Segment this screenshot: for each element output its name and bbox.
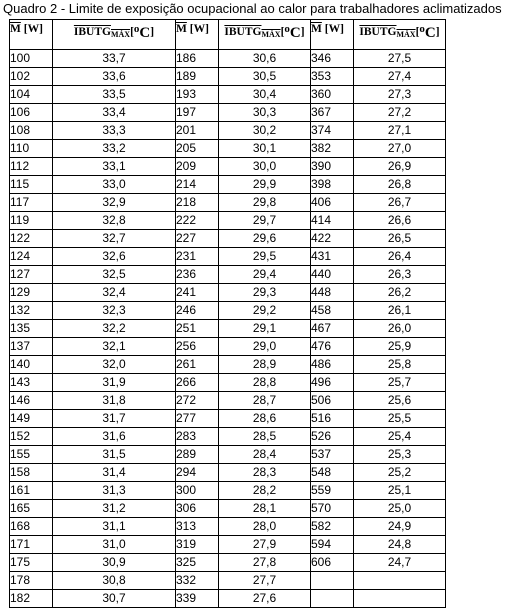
- ibutg-max-cell: 27,9: [219, 536, 311, 554]
- ibutg-max-cell: 32,9: [53, 194, 176, 212]
- metabolic-rate-cell: 256: [176, 338, 219, 356]
- metabolic-rate-cell: 272: [176, 392, 219, 410]
- ibutg-max-cell: 33,4: [53, 104, 176, 122]
- table-row: [10, 356, 446, 374]
- table-row: [10, 230, 446, 248]
- metabolic-rate-cell: 132: [10, 302, 53, 320]
- ibutg-max-cell: 28,0: [219, 518, 311, 536]
- metabolic-rate-cell: 277: [176, 410, 219, 428]
- metabolic-rate-cell: 422: [311, 230, 354, 248]
- ibutg-max-cell: 29,4: [219, 266, 311, 284]
- celsius-mark: C: [424, 25, 436, 41]
- ibutg-max-cell: 25,7: [354, 374, 446, 392]
- table-row: [10, 212, 446, 230]
- table-row: [10, 338, 446, 356]
- celsius-mark: C: [139, 25, 151, 41]
- ibutg-max-cell: 33,7: [53, 50, 176, 68]
- ibutg-symbol: [74, 26, 130, 38]
- ibutg-sub: MÁX: [261, 30, 281, 39]
- metabolic-rate-cell: 382: [311, 140, 354, 158]
- metabolic-rate-cell: 374: [311, 122, 354, 140]
- metabolic-rate-cell: 149: [10, 410, 53, 428]
- m-symbol: $\overline{M}$: [10, 23, 21, 35]
- table-row: [10, 590, 446, 608]
- table-row: [10, 302, 446, 320]
- metabolic-rate-cell: 398: [311, 176, 354, 194]
- metabolic-rate-cell: 100: [10, 50, 53, 68]
- ibutg-max-cell: 25,2: [354, 464, 446, 482]
- m-unit: [W]: [321, 23, 344, 35]
- ibutg-max-cell: 31,3: [53, 482, 176, 500]
- ibutg-max-cell: 31,9: [53, 374, 176, 392]
- degree-mark: o: [133, 23, 140, 35]
- ibutg-max-cell: 29,1: [219, 320, 311, 338]
- table-row: [10, 392, 446, 410]
- ibutg-max-cell: [354, 590, 446, 608]
- ibutg-symbol: [359, 26, 415, 38]
- metabolic-rate-cell: 236: [176, 266, 219, 284]
- table-row: [10, 320, 446, 338]
- metabolic-rate-cell: 266: [176, 374, 219, 392]
- metabolic-rate-cell: 182: [10, 590, 53, 608]
- ibutg-max-cell: 25,3: [354, 446, 446, 464]
- metabolic-rate-cell: 122: [10, 230, 53, 248]
- ibutg-max-cell: 29,6: [219, 230, 311, 248]
- metabolic-rate-cell: 186: [176, 50, 219, 68]
- ibutg-max-cell: 32,0: [53, 356, 176, 374]
- metabolic-rate-cell: 155: [10, 446, 53, 464]
- metabolic-rate-cell: 108: [10, 122, 53, 140]
- ibutg-symbol: [224, 26, 280, 38]
- header-metabolic-rate: [10, 20, 53, 50]
- metabolic-rate-cell: 112: [10, 158, 53, 176]
- metabolic-rate-cell: 119: [10, 212, 53, 230]
- ibutg-max-cell: 27,8: [219, 554, 311, 572]
- metabolic-rate-cell: 458: [311, 302, 354, 320]
- metabolic-rate-cell: 353: [311, 68, 354, 86]
- ibutg-max-cell: 31,4: [53, 464, 176, 482]
- metabolic-rate-cell: 406: [311, 194, 354, 212]
- ibutg-max-cell: 25,6: [354, 392, 446, 410]
- ibutg-max-cell: 28,1: [219, 500, 311, 518]
- metabolic-rate-cell: 294: [176, 464, 219, 482]
- metabolic-rate-cell: 431: [311, 248, 354, 266]
- ibutg-max-cell: 32,2: [53, 320, 176, 338]
- ibutg-max-cell: 33,0: [53, 176, 176, 194]
- metabolic-rate-cell: 246: [176, 302, 219, 320]
- ibutg-max-cell: 30,2: [219, 122, 311, 140]
- metabolic-rate-cell: 537: [311, 446, 354, 464]
- table-row: [10, 464, 446, 482]
- table-row: [10, 374, 446, 392]
- m-symbol: $\overline{M}$: [311, 23, 322, 35]
- metabolic-rate-cell: 214: [176, 176, 219, 194]
- metabolic-rate-cell: 506: [311, 392, 354, 410]
- ibutg-max-cell: 28,6: [219, 410, 311, 428]
- table-row: [10, 536, 446, 554]
- metabolic-rate-cell: 201: [176, 122, 219, 140]
- unit-open: [: [415, 26, 420, 38]
- metabolic-rate-cell: 496: [311, 374, 354, 392]
- ibutg-max-cell: 27,3: [354, 86, 446, 104]
- ibutg-max-cell: 29,2: [219, 302, 311, 320]
- table-row: [10, 68, 446, 86]
- ibutg-max-cell: 25,4: [354, 428, 446, 446]
- header-ibutg-max: [219, 20, 311, 50]
- ibutg-max-cell: 29,9: [219, 176, 311, 194]
- ibutg-max-cell: 27,5: [354, 50, 446, 68]
- ibutg-max-cell: 25,1: [354, 482, 446, 500]
- ibutg-max-cell: 26,3: [354, 266, 446, 284]
- metabolic-rate-cell: 137: [10, 338, 53, 356]
- ibutg-max-cell: 26,5: [354, 230, 446, 248]
- ibutg-max-cell: [354, 572, 446, 590]
- ibutg-max-cell: 30,5: [219, 68, 311, 86]
- ibutg-max-cell: 26,0: [354, 320, 446, 338]
- metabolic-rate-cell: 143: [10, 374, 53, 392]
- metabolic-rate-cell: 178: [10, 572, 53, 590]
- ibutg-max-cell: 25,8: [354, 356, 446, 374]
- metabolic-rate-cell: 102: [10, 68, 53, 86]
- metabolic-rate-cell: 171: [10, 536, 53, 554]
- table-row: [10, 176, 446, 194]
- metabolic-rate-cell: 516: [311, 410, 354, 428]
- ibutg-max-cell: 31,1: [53, 518, 176, 536]
- metabolic-rate-cell: 467: [311, 320, 354, 338]
- metabolic-rate-cell: [311, 590, 354, 608]
- metabolic-rate-cell: 313: [176, 518, 219, 536]
- table-row: [10, 86, 446, 104]
- metabolic-rate-cell: 283: [176, 428, 219, 446]
- table-row: [10, 482, 446, 500]
- table-row: [10, 410, 446, 428]
- ibutg-max-cell: 28,5: [219, 428, 311, 446]
- ibutg-max-cell: 33,6: [53, 68, 176, 86]
- table-row: [10, 248, 446, 266]
- metabolic-rate-cell: 158: [10, 464, 53, 482]
- ibutg-max-cell: 30,9: [53, 554, 176, 572]
- ibutg-max-cell: 32,5: [53, 266, 176, 284]
- ibutg-max-cell: 31,8: [53, 392, 176, 410]
- unit-close: ]: [435, 26, 440, 38]
- ibutg-max-cell: 26,7: [354, 194, 446, 212]
- metabolic-rate-cell: 115: [10, 176, 53, 194]
- ibutg-max-cell: 29,7: [219, 212, 311, 230]
- ibutg-max-cell: 26,8: [354, 176, 446, 194]
- ibutg-max-cell: 29,8: [219, 194, 311, 212]
- ibutg-max-cell: 31,5: [53, 446, 176, 464]
- metabolic-rate-cell: 135: [10, 320, 53, 338]
- ibutg-max-cell: 28,8: [219, 374, 311, 392]
- ibutg-max-cell: 25,0: [354, 500, 446, 518]
- ibutg-max-cell: 30,1: [219, 140, 311, 158]
- degree-mark: o: [419, 23, 425, 35]
- metabolic-rate-cell: [311, 572, 354, 590]
- ibutg-max-cell: 30,7: [53, 590, 176, 608]
- ibutg-max-cell: 31,2: [53, 500, 176, 518]
- metabolic-rate-cell: 559: [311, 482, 354, 500]
- unit-open: [: [130, 26, 134, 38]
- ibutg-max-cell: 32,6: [53, 248, 176, 266]
- unit-close: ]: [300, 26, 305, 38]
- metabolic-rate-cell: 261: [176, 356, 219, 374]
- metabolic-rate-cell: 124: [10, 248, 53, 266]
- table-row: [10, 50, 446, 68]
- header-metabolic-rate: [176, 20, 219, 50]
- ibutg-max-cell: 30,0: [219, 158, 311, 176]
- metabolic-rate-cell: 319: [176, 536, 219, 554]
- metabolic-rate-cell: 289: [176, 446, 219, 464]
- ibutg-max-cell: 31,0: [53, 536, 176, 554]
- metabolic-rate-cell: 346: [311, 50, 354, 68]
- table-row: [10, 140, 446, 158]
- table-row: [10, 158, 446, 176]
- metabolic-rate-cell: 127: [10, 266, 53, 284]
- table-row: [10, 428, 446, 446]
- metabolic-rate-cell: 300: [176, 482, 219, 500]
- metabolic-rate-cell: 486: [311, 356, 354, 374]
- ibutg-max-cell: 27,2: [354, 104, 446, 122]
- metabolic-rate-cell: 570: [311, 500, 354, 518]
- metabolic-rate-cell: 548: [311, 464, 354, 482]
- table-row: [10, 284, 446, 302]
- ibutg-sub: MÁX: [110, 30, 131, 39]
- degree-mark: o: [284, 23, 290, 35]
- ibutg-max-cell: 28,3: [219, 464, 311, 482]
- metabolic-rate-cell: 168: [10, 518, 53, 536]
- ibutg-max-cell: 30,3: [219, 104, 311, 122]
- metabolic-rate-cell: 306: [176, 500, 219, 518]
- metabolic-rate-cell: 448: [311, 284, 354, 302]
- table-row: [10, 446, 446, 464]
- ibutg-max-cell: 32,7: [53, 230, 176, 248]
- metabolic-rate-cell: 594: [311, 536, 354, 554]
- table-caption: Quadro 2 - Limite de exposição ocupacional ao calor para trabalhadores aclimatizados: [3, 1, 502, 16]
- metabolic-rate-cell: 526: [311, 428, 354, 446]
- metabolic-rate-cell: 165: [10, 500, 53, 518]
- ibutg-max-cell: 30,8: [53, 572, 176, 590]
- ibutg-max-cell: 30,6: [219, 50, 311, 68]
- unit-open: [: [280, 26, 285, 38]
- unit-close: ]: [150, 26, 155, 38]
- metabolic-rate-cell: 218: [176, 194, 219, 212]
- ibutg-max-cell: 24,8: [354, 536, 446, 554]
- table-row: [10, 518, 446, 536]
- metabolic-rate-cell: 360: [311, 86, 354, 104]
- table-row: [10, 266, 446, 284]
- ibutg-max-cell: 27,0: [354, 140, 446, 158]
- ibutg-max-cell: 32,1: [53, 338, 176, 356]
- ibutg-max-cell: 28,2: [219, 482, 311, 500]
- metabolic-rate-cell: 222: [176, 212, 219, 230]
- ibutg-max-cell: 33,3: [53, 122, 176, 140]
- ibutg-max-cell: 33,5: [53, 86, 176, 104]
- metabolic-rate-cell: 106: [10, 104, 53, 122]
- ibutg-max-cell: 27,1: [354, 122, 446, 140]
- header-metabolic-rate: [311, 20, 354, 50]
- metabolic-rate-cell: 193: [176, 86, 219, 104]
- ibutg-max-cell: 30,4: [219, 86, 311, 104]
- ibutg-max-cell: 29,0: [219, 338, 311, 356]
- ibutg-max-cell: 28,9: [219, 356, 311, 374]
- table-row: [10, 554, 446, 572]
- metabolic-rate-cell: 367: [311, 104, 354, 122]
- ibutg-max-cell: 26,4: [354, 248, 446, 266]
- heat-exposure-table: [9, 19, 446, 608]
- metabolic-rate-cell: 231: [176, 248, 219, 266]
- metabolic-rate-cell: 117: [10, 194, 53, 212]
- metabolic-rate-cell: 152: [10, 428, 53, 446]
- metabolic-rate-cell: 332: [176, 572, 219, 590]
- header-row: [10, 20, 446, 50]
- ibutg-max-cell: 26,2: [354, 284, 446, 302]
- ibutg-max-cell: 27,7: [219, 572, 311, 590]
- metabolic-rate-cell: 440: [311, 266, 354, 284]
- ibutg-max-cell: 24,7: [354, 554, 446, 572]
- metabolic-rate-cell: 104: [10, 86, 53, 104]
- ibutg-main: IBUTG: [359, 26, 397, 38]
- ibutg-max-cell: 33,2: [53, 140, 176, 158]
- metabolic-rate-cell: 175: [10, 554, 53, 572]
- metabolic-rate-cell: 325: [176, 554, 219, 572]
- metabolic-rate-cell: 189: [176, 68, 219, 86]
- header-ibutg-max: [354, 20, 446, 50]
- table-row: [10, 500, 446, 518]
- metabolic-rate-cell: 205: [176, 140, 219, 158]
- metabolic-rate-cell: 476: [311, 338, 354, 356]
- metabolic-rate-cell: 129: [10, 284, 53, 302]
- ibutg-max-cell: 26,1: [354, 302, 446, 320]
- ibutg-max-cell: 31,7: [53, 410, 176, 428]
- ibutg-max-cell: 32,3: [53, 302, 176, 320]
- table-row: [10, 122, 446, 140]
- metabolic-rate-cell: 390: [311, 158, 354, 176]
- table-row: [10, 194, 446, 212]
- ibutg-max-cell: 24,9: [354, 518, 446, 536]
- m-symbol: $\overline{M}$: [176, 23, 187, 35]
- ibutg-max-cell: 25,5: [354, 410, 446, 428]
- ibutg-max-cell: 28,4: [219, 446, 311, 464]
- metabolic-rate-cell: 251: [176, 320, 219, 338]
- ibutg-max-cell: 32,8: [53, 212, 176, 230]
- table-row: [10, 572, 446, 590]
- table-body: [10, 50, 446, 608]
- metabolic-rate-cell: 582: [311, 518, 354, 536]
- table-row: [10, 104, 446, 122]
- ibutg-sub: MÁX: [396, 30, 416, 39]
- metabolic-rate-cell: 110: [10, 140, 53, 158]
- metabolic-rate-cell: 161: [10, 482, 53, 500]
- ibutg-max-cell: 27,4: [354, 68, 446, 86]
- metabolic-rate-cell: 197: [176, 104, 219, 122]
- ibutg-max-cell: 29,3: [219, 284, 311, 302]
- metabolic-rate-cell: 146: [10, 392, 53, 410]
- ibutg-max-cell: 26,6: [354, 212, 446, 230]
- ibutg-max-cell: 26,9: [354, 158, 446, 176]
- metabolic-rate-cell: 209: [176, 158, 219, 176]
- celsius-mark: C: [289, 25, 301, 41]
- ibutg-max-cell: 27,6: [219, 590, 311, 608]
- ibutg-max-cell: 29,5: [219, 248, 311, 266]
- metabolic-rate-cell: 414: [311, 212, 354, 230]
- header-ibutg-max: [53, 20, 176, 50]
- m-unit: [W]: [20, 23, 43, 35]
- metabolic-rate-cell: 241: [176, 284, 219, 302]
- metabolic-rate-cell: 606: [311, 554, 354, 572]
- ibutg-max-cell: 32,4: [53, 284, 176, 302]
- ibutg-main: IBUTG: [73, 26, 111, 38]
- ibutg-max-cell: 25,9: [354, 338, 446, 356]
- m-unit: [W]: [186, 23, 209, 35]
- metabolic-rate-cell: 339: [176, 590, 219, 608]
- metabolic-rate-cell: 227: [176, 230, 219, 248]
- ibutg-max-cell: 31,6: [53, 428, 176, 446]
- ibutg-main: IBUTG: [224, 26, 262, 38]
- ibutg-max-cell: 28,7: [219, 392, 311, 410]
- ibutg-max-cell: 33,1: [53, 158, 176, 176]
- metabolic-rate-cell: 140: [10, 356, 53, 374]
